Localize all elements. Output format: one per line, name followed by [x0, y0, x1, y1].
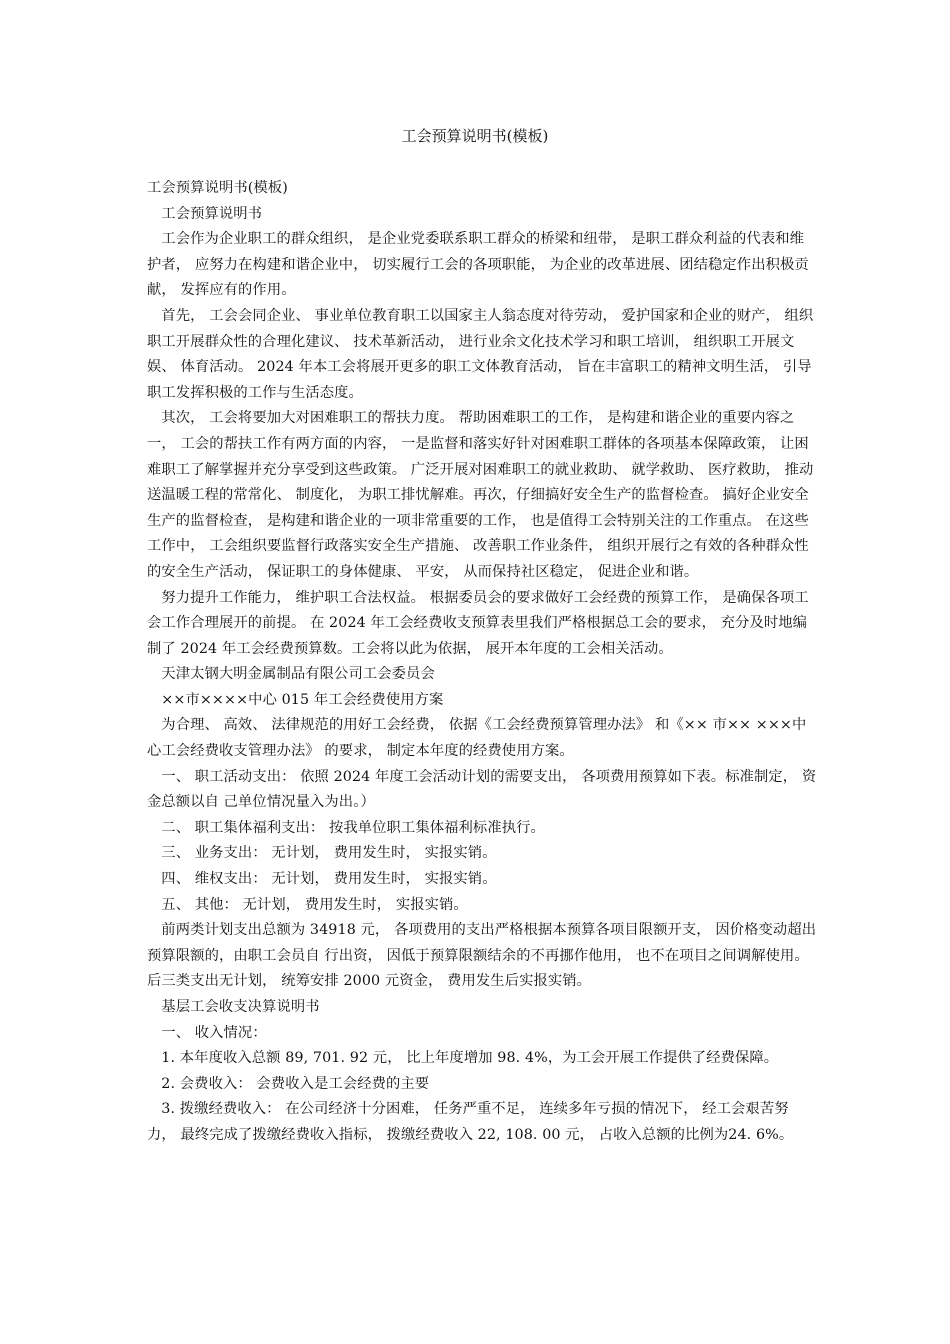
paragraph: 首先， 工会会同企业、 事业单位教育职工以国家主人翁态度对待劳动， 爱护国家和企业的财产， 组织职工开展群众性的合理化建议、 技术革新活动， 进行业余文化技术学习和职工培训， 组织职工开展文娱、 体育活动。 2024 年本工会将展开更多的职工文体教育活动， 旨在丰富职工的精神文明生活， 引导职工发挥积极的工作与生活态度。 — [147, 307, 814, 401]
paragraph: 四、 维权支出： 无计划， 费用发生时， 实报实销。 — [161, 871, 497, 888]
paragraph: 1. 本年度收入总额 89, 701. 92 元， 比上年度增加 98. 4%，为工会开展工作提供了经费保障。 — [161, 1050, 779, 1067]
document-body — [147, 176, 817, 1149]
paragraph: 天津太钢大明金属制品有限公司工会委员会 — [161, 666, 435, 683]
paragraph: 二、 职工集体福利支出： 按我单位职工集体福利标准执行。 — [161, 819, 545, 836]
paragraph: 前两类计划支出总额为 34918 元， 各项费用的支出严格根据本预算各项目限额开支， 因价格变动超出预算限额的，由职工会员自 行出资， 因低于预算限额结余的不再挪作他用， 也不在项目之间调解使用。 后三类支出无计划， 统筹安排 2000 元资金， 费用发生后实报实销。 — [147, 922, 817, 990]
paragraph: 一、 收入情况： — [161, 1024, 267, 1041]
paragraph: 工会预算说明书 — [161, 205, 263, 222]
paragraph: 三、 业务支出： 无计划， 费用发生时， 实报实销。 — [161, 845, 497, 862]
paragraph: 其次， 工会将要加大对困难职工的帮扶力度。 帮助困难职工的工作， 是构建和谐企业的重要内容之一， 工会的帮扶工作有两方面的内容， 一是监督和落实好针对困难职工群体的各项基本保障政策， 让困难职工了解掌握并充分享受到这些政策。 广泛开展对困难职工的就业救助、 就学救助、 医疗救助， 推动送温暖工程的常常化、 制度化， 为职工排忧解难。再次，仔细搞好安全生产的监督检查。 搞好企业安全生产的监督检查， 是构建和谐企业的一项非常重要的工作， 也是值得工会特别关注的工作重点。 在这些工作中， 工会组织要监督行政落实安全生产措施、 改善职工作业条件， 组织开展行之有效的各种群众性的安全生产活动， 保证职工的身体健康、 平安， 从而保持社区稳定， 促进企业和谐。 — [147, 410, 814, 580]
paragraph: 一、 职工活动支出： 依照 2024 年度工会活动计划的需要支出， 各项费用预算如下表。标准制定， 资金总额以自 己单位情况量入为出。） — [147, 768, 817, 811]
paragraph: 基层工会收支决算说明书 — [161, 999, 320, 1015]
paragraph: 努力提升工作能力， 维护职工合法权益。 根据委员会的要求做好工会经费的预算工作， 是确保各项工会工作合理展开的前提。 在 2024 年工会经费收支预算表里我们严格根据总工会的要求， 充分及时地编制了 2024 年工会经费预算数。工会将以此为依据， 展开本年度的工会相关活动。 — [147, 589, 809, 657]
document-title: 工会预算说明书(模板) — [401, 127, 549, 145]
paragraph: 为合理、 高效、 法律规范的用好工会经费， 依据《工会经费预算管理办法》 和《×× 市×× ×××中心工会经费收支管理办法》 的要求， 制定本年度的经费使用方案。 — [147, 717, 807, 760]
paragraph: 工会预算说明书(模板) — [147, 180, 288, 196]
paragraph: 2. 会费收入： 会费收入是工会经费的主要 — [161, 1075, 430, 1092]
paragraph: ××市××××中心 015 年工会经费使用方案 — [161, 691, 444, 708]
paragraph: 五、 其他： 无计划， 费用发生时， 实报实销。 — [161, 896, 468, 913]
paragraph: 工会作为企业职工的群众组织， 是企业党委联系职工群众的桥梁和纽带， 是职工群众利益的代表和维护者， 应努力在构建和谐企业中， 切实履行工会的各项职能， 为企业的改革进展、团结稳定作出积极贡献， 发挥应有的作用。 — [147, 231, 809, 299]
paragraph: 3. 拨缴经费收入： 在公司经济十分困难， 任务严重不足， 连续多年亏损的情况下， 经工会艰苦努力， 最终完成了拨缴经费收入指标， 拨缴经费收入 22, 108. 00 元， 占收入总额的比例为24. 6%。 — [147, 1101, 794, 1143]
